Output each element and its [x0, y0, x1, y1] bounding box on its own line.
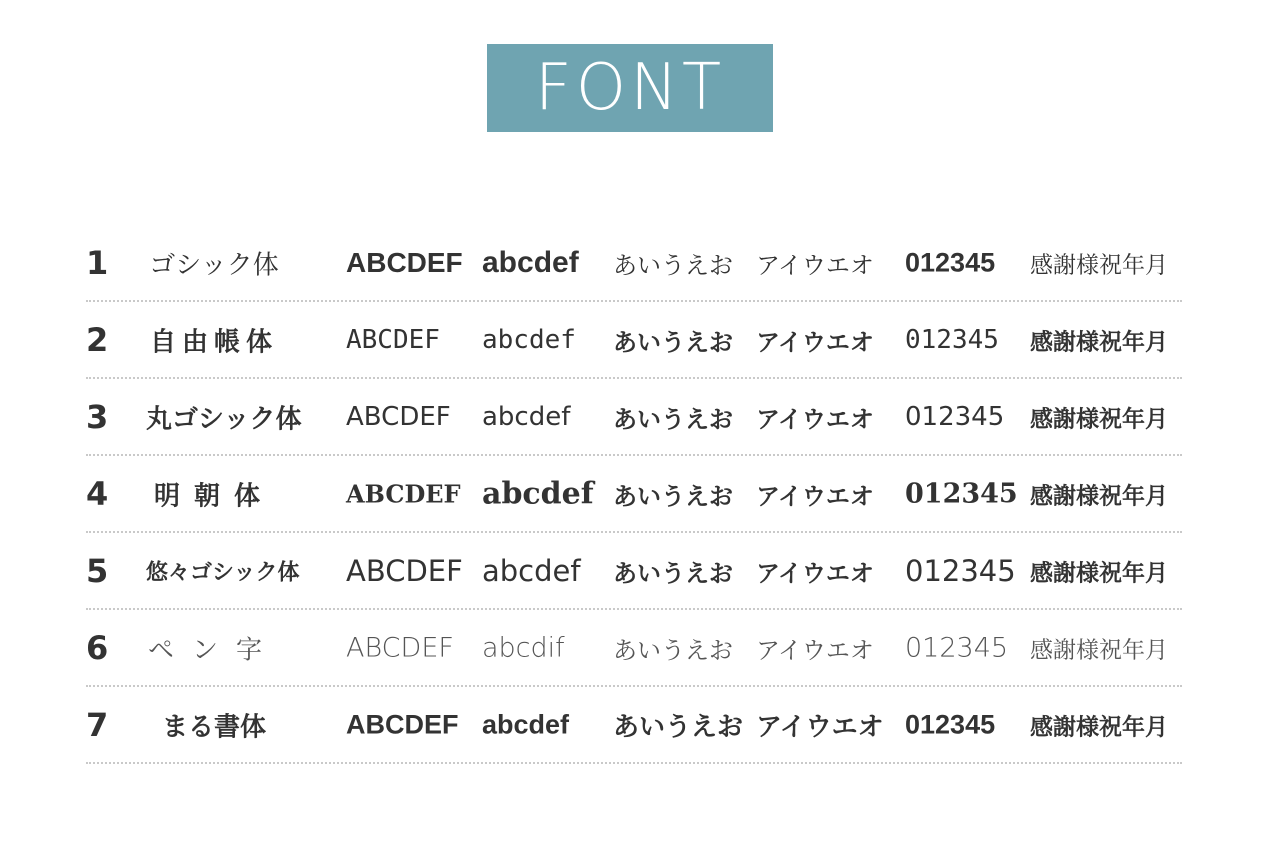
font-name: 明朝体 — [153, 481, 274, 511]
sample-katakana: アイウエオ — [756, 328, 874, 356]
font-number: 4 — [86, 474, 109, 513]
sample-kanji: 感謝様祝年月 — [1030, 406, 1168, 432]
sample-hiragana: あいうえお — [613, 636, 733, 664]
font-row — [86, 302, 1182, 379]
sample-uppercase: ABCDEF — [346, 401, 451, 432]
sample-uppercase: ABCDEF — [346, 553, 463, 588]
sample-hiragana: あいうえお — [613, 481, 733, 510]
sample-lowercase: abcdef — [482, 553, 581, 588]
sample-katakana: アイウエオ — [756, 481, 874, 510]
sample-lowercase: abcdef — [482, 401, 571, 432]
sample-digits: 012345 — [905, 553, 1016, 588]
font-name: ゴシック体 — [149, 250, 279, 280]
font-number: 3 — [86, 397, 109, 436]
sample-uppercase: ABCDEF — [346, 324, 440, 355]
font-row — [86, 687, 1182, 764]
font-row — [86, 610, 1182, 687]
font-number: 2 — [86, 320, 109, 359]
sample-katakana: アイウエオ — [756, 559, 874, 587]
sample-digits: 012345 — [905, 632, 1009, 663]
font-row — [86, 379, 1182, 456]
font-number: 6 — [86, 628, 109, 667]
sample-katakana: アイウエオ — [756, 636, 874, 664]
sample-uppercase: ABCDEF — [346, 246, 463, 278]
sample-uppercase: ABCDEF — [346, 479, 461, 508]
sample-digits: 012345 — [905, 247, 996, 277]
sample-lowercase: abcdef — [482, 245, 579, 279]
sample-kanji: 感謝様祝年月 — [1030, 329, 1168, 355]
sample-katakana: アイウエオ — [756, 712, 884, 742]
sample-kanji: 感謝様祝年月 — [1030, 714, 1168, 740]
font-number: 7 — [86, 705, 109, 744]
sample-lowercase: abcdef — [482, 476, 594, 511]
font-name: ペン字 — [147, 635, 280, 665]
sample-kanji: 感謝様祝年月 — [1030, 252, 1168, 278]
font-sample-list — [86, 225, 1182, 764]
sample-kanji: 感謝様祝年月 — [1030, 482, 1168, 509]
sample-lowercase: abcdef — [482, 709, 570, 739]
sample-digits: 012345 — [905, 324, 999, 355]
sample-uppercase: ABCDEF — [346, 709, 459, 739]
sample-hiragana: あいうえお — [613, 712, 744, 742]
sample-digits: 012345 — [905, 478, 1018, 509]
font-number: 1 — [86, 243, 109, 282]
sample-katakana: アイウエオ — [756, 251, 874, 279]
sample-digits: 012345 — [905, 401, 1005, 432]
sample-kanji: 感謝様祝年月 — [1030, 560, 1168, 586]
sample-kanji: 感謝様祝年月 — [1030, 637, 1168, 663]
sample-hiragana: あいうえお — [613, 251, 733, 279]
title-banner — [487, 44, 773, 132]
font-row — [86, 225, 1182, 302]
font-name: 自由帳体 — [149, 327, 278, 357]
font-name: まる書体 — [161, 712, 266, 742]
sample-hiragana: あいうえお — [613, 328, 733, 356]
sample-lowercase: abcdif — [482, 632, 565, 663]
sample-katakana: アイウエオ — [756, 405, 874, 433]
font-number: 5 — [86, 551, 109, 590]
font-name: 悠々ゴシック体 — [146, 560, 300, 585]
page-title: FONT — [534, 51, 726, 125]
font-row — [86, 456, 1182, 533]
sample-lowercase: abcdef — [482, 324, 576, 355]
sample-hiragana: あいうえお — [613, 405, 733, 433]
sample-hiragana: あいうえお — [613, 559, 733, 587]
sample-digits: 012345 — [905, 709, 996, 739]
font-name: 丸ゴシック体 — [146, 404, 302, 434]
sample-uppercase: ABCDEF — [346, 632, 454, 663]
font-row — [86, 533, 1182, 610]
